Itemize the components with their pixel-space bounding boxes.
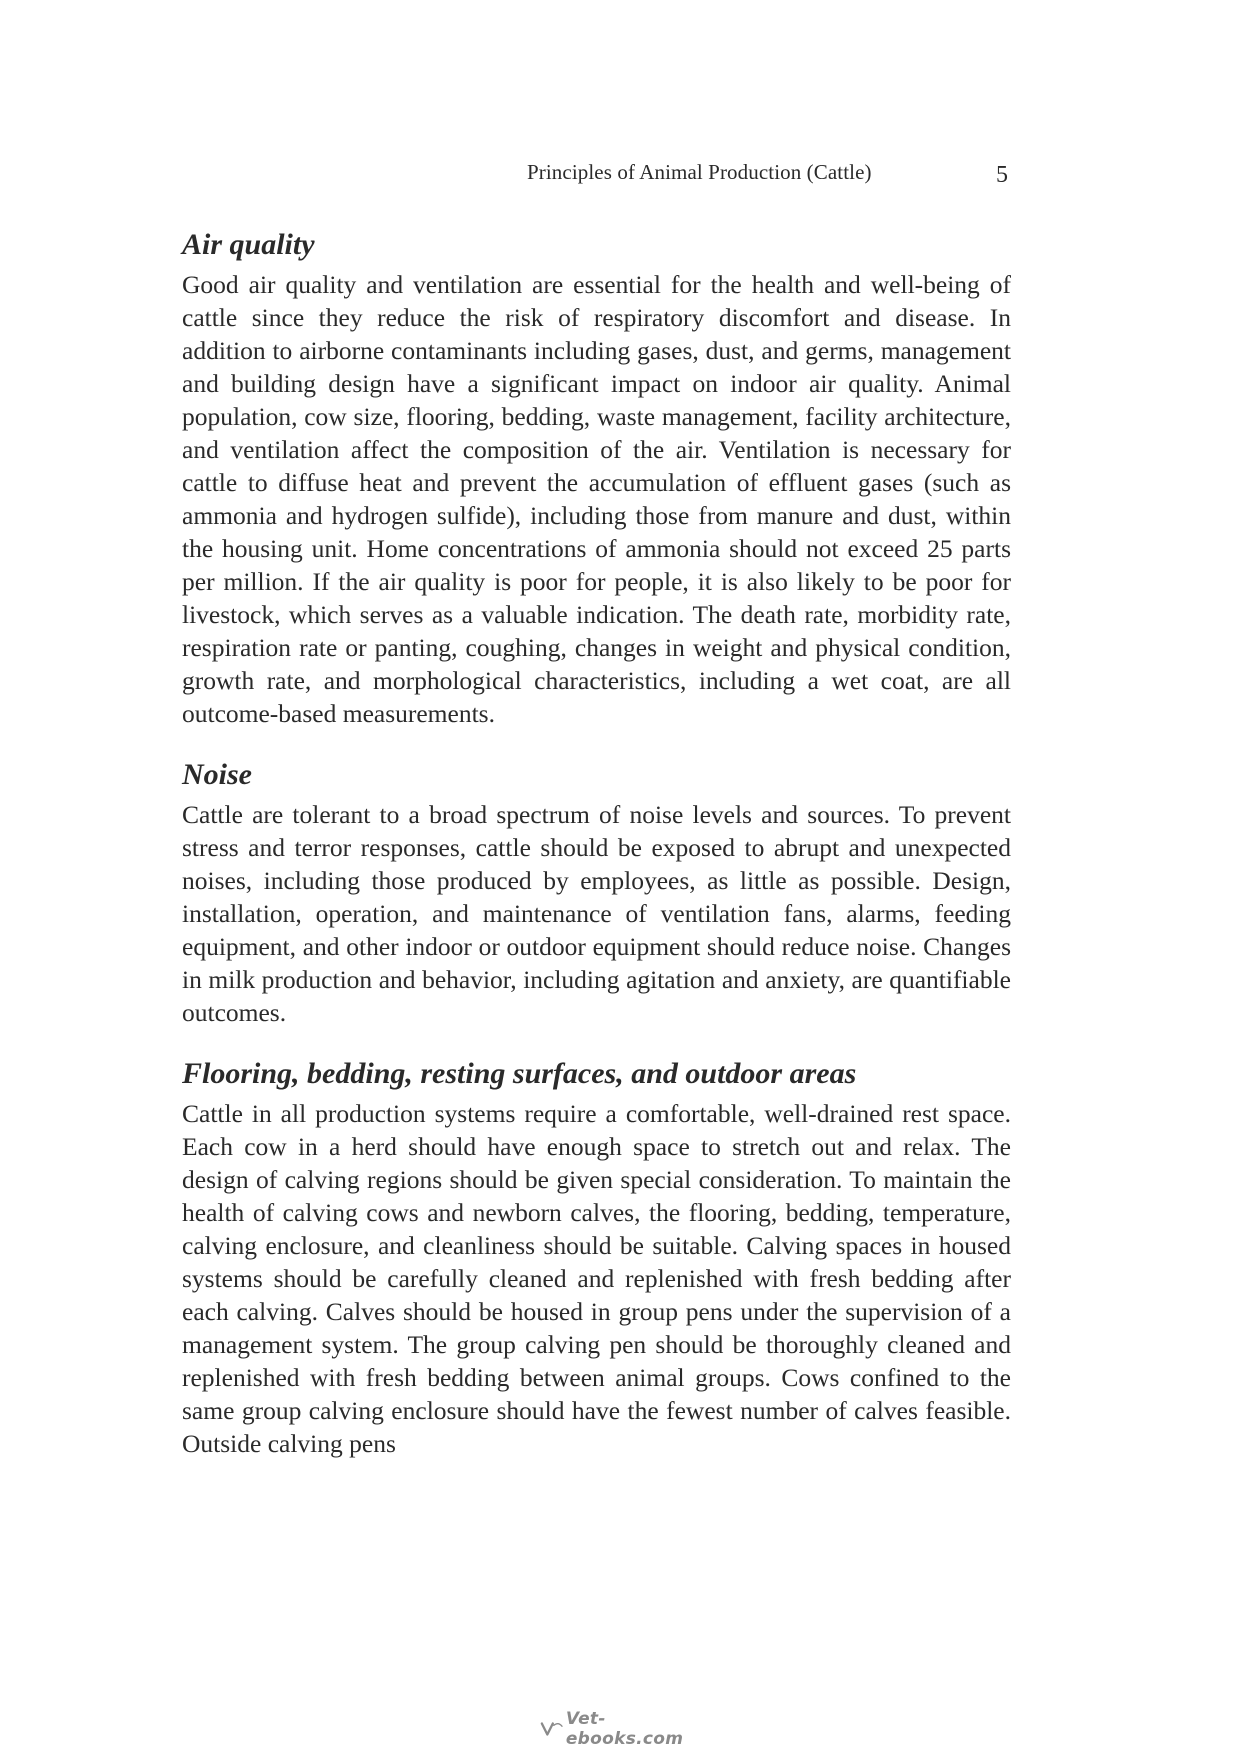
section-flooring [182,1054,1011,1460]
watermark [540,1709,710,1749]
section-body-flooring: Cattle in all production systems require a comfortable, well-drained rest space. Each cow in a herd should have enough space to stretch out and relax. The design of calving regions should be given special consideration. To maintain the health of calving cows and newborn calves, the flooring, bedding, temperature, calving enclosure, and cleanliness should be suitable. Calving spaces in housed systems should be carefully cleaned and replenished with fresh bedding after each calving. Calves should be housed in group pens under the supervision of a management system. The group calving pen should be thoroughly cleaned and replenished with fresh bedding between animal groups. Cows confined to the same group calving enclosure should have the fewest number of calves feasible. Outside calving pens [182,1099,1011,1458]
running-header: Principles of Animal Production (Cattle) [527,160,872,184]
page-content [182,225,1011,1485]
section-heading-noise: Noise [182,758,252,791]
vet-ebooks-logo-icon [540,1719,564,1739]
section-noise [182,755,1011,1029]
section-heading-flooring: Flooring, bedding, resting surfaces, and outdoor areas [182,1057,857,1090]
page-number: 5 [996,162,1008,188]
watermark-text: Vet-ebooks.com [565,1709,684,1749]
section-body-noise: Cattle are tolerant to a broad spectrum of noise levels and sources. To prevent stress and terror responses, cattle should be exposed to abrupt and unexpected noises, including those produced by employees, as little as possible. Design, installation, operation, and maintenance of ventilation fans, alarms, feeding equipment, and other indoor or outdoor equipment should reduce noise. Changes in milk production and behavior, including agitation and anxiety, are quantifiable outcomes. [182,800,1011,1027]
section-air-quality [182,225,1011,730]
section-heading-air-quality: Air quality [182,228,315,261]
section-body-air-quality: Good air quality and ventilation are essential for the health and well-being of cattle since they reduce the risk of respiratory discomfort and disease. In addition to airborne contaminants including gases, dust, and germs, management and building design have a significant impact on indoor air quality. Animal population, cow size, flooring, bedding, waste management, facility architecture, and ventilation affect the composition of the air. Ventilation is necessary for cattle to diffuse heat and prevent the accumulation of effluent gases (such as ammonia and hydrogen sulfide), including those from manure and dust, within the housing unit. Home concentrations of ammonia should not exceed 25 parts per million. If the air quality is poor for people, it is also likely to be poor for livestock, which serves as a valuable indication. The death rate, morbidity rate, respiration rate or panting, coughing, changes in weight and physical condition, growth rate, and morphological characteristics, including a wet coat, are all outcome-based measurements. [182,270,1011,728]
